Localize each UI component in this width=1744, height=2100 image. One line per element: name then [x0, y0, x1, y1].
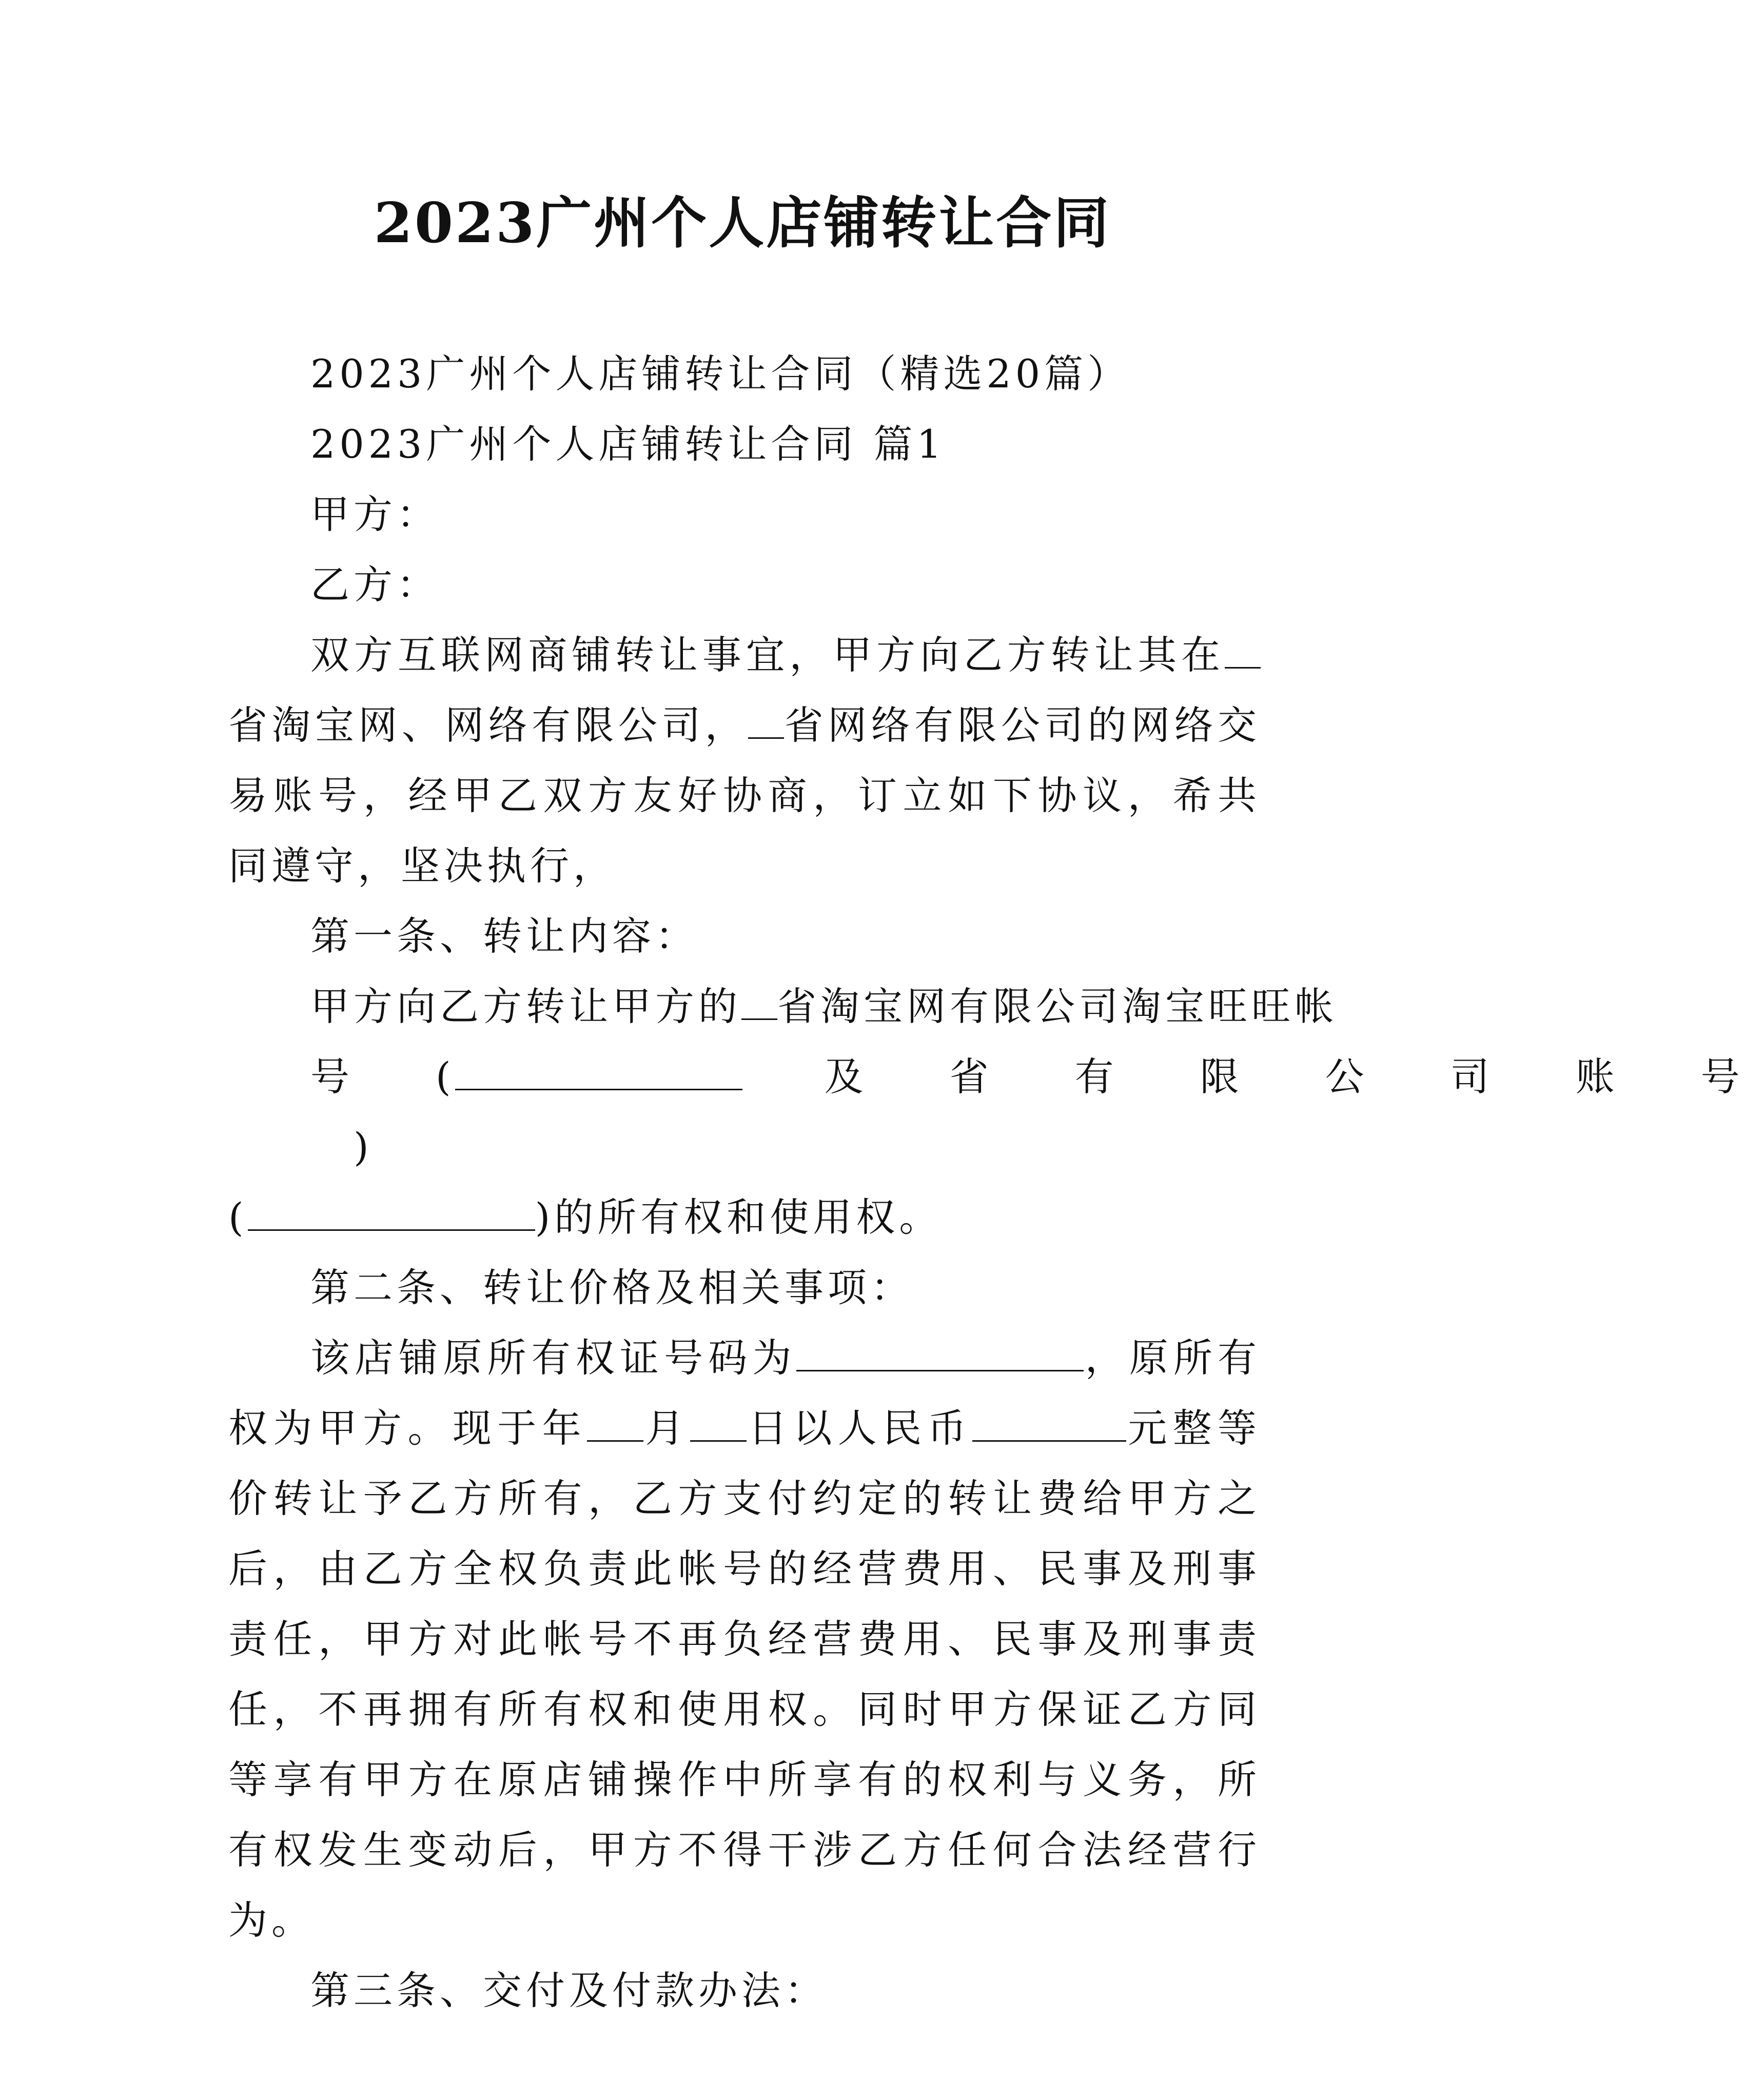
article2-heading: 第二条、转让价格及相关事项： [310, 1265, 914, 1310]
article2-text-1: 该店铺原所有权证号码为 [310, 1335, 797, 1381]
section-heading: 2023广州个人店铺转让合同 篇1 [310, 421, 946, 467]
province-blank-2 [748, 702, 784, 739]
party-a-label: 甲方： [310, 492, 440, 537]
article2-text-3: 月 [643, 1405, 690, 1451]
intro-text-2: 省淘宝网、网络有限公司， [228, 702, 749, 748]
article1-line3: ( )的所有权和使用权。 [228, 1194, 943, 1240]
subtitle: 2023广州个人店铺转让合同（精选20篇） [310, 351, 1131, 397]
article3-heading: 第三条、交付及付款办法： [310, 1968, 828, 2013]
month-blank [587, 1405, 643, 1442]
day-blank [690, 1405, 747, 1442]
article1-line1 [228, 971, 1338, 1042]
province-blank-3 [741, 984, 777, 1020]
province-blank-1 [1225, 632, 1261, 669]
article2-paragraph [228, 1323, 1261, 1955]
article2-text-2: ，原所有权为甲方。现于年 [228, 1335, 1261, 1451]
account-blank-1 [455, 1054, 742, 1090]
party-b-label: 乙方： [310, 562, 440, 607]
document-body [228, 339, 1744, 2026]
intro-text-3: 省网络有限公司的网络交易账号，经甲乙双方友好协商，订立如下协议，希共同遵守，坚决执行， [228, 702, 1261, 889]
document-title: 2023广州个人店铺转让合同 [374, 191, 1111, 256]
article1-line2: 号 () 及 省 有 限 公 司 账 号 [228, 1042, 1261, 1182]
article1-text-3: )的所有权和使用权。 [535, 1194, 943, 1240]
intro-text-1: 双方互联网商铺转让事宜，甲方向乙方转让其在 [310, 632, 1225, 678]
article1-text-1: 甲方向乙方转让甲方的 [310, 984, 741, 1029]
account-blank-1-wrapper: () [354, 1042, 742, 1182]
account-label-1: 号 [310, 1054, 354, 1100]
article2-text-4: 日以人民币 [746, 1405, 972, 1451]
intro-paragraph [228, 620, 1261, 901]
certificate-number-blank [796, 1335, 1084, 1371]
article1-text-2: 省淘宝网有限公司淘宝旺旺帐 [777, 984, 1338, 1029]
amount-blank [972, 1405, 1126, 1442]
article1-heading: 第一条、转让内容： [310, 913, 698, 959]
account-blank-2 [248, 1194, 535, 1231]
article2-text-5: 元整等价转让予乙方所有，乙方支付约定的转让费给甲方之后，由乙方全权负责此帐号的经营费用、民事及刑事责任，甲方对此帐号不再负经营费用、民事及刑事责任，不再拥有所有权和使用权。同时甲方保证乙方同等享有甲方在原店铺操作中所享有的权利与义务，所有权发生变动后，甲方不得干涉乙方任何合法经营行为。 [228, 1405, 1261, 1943]
